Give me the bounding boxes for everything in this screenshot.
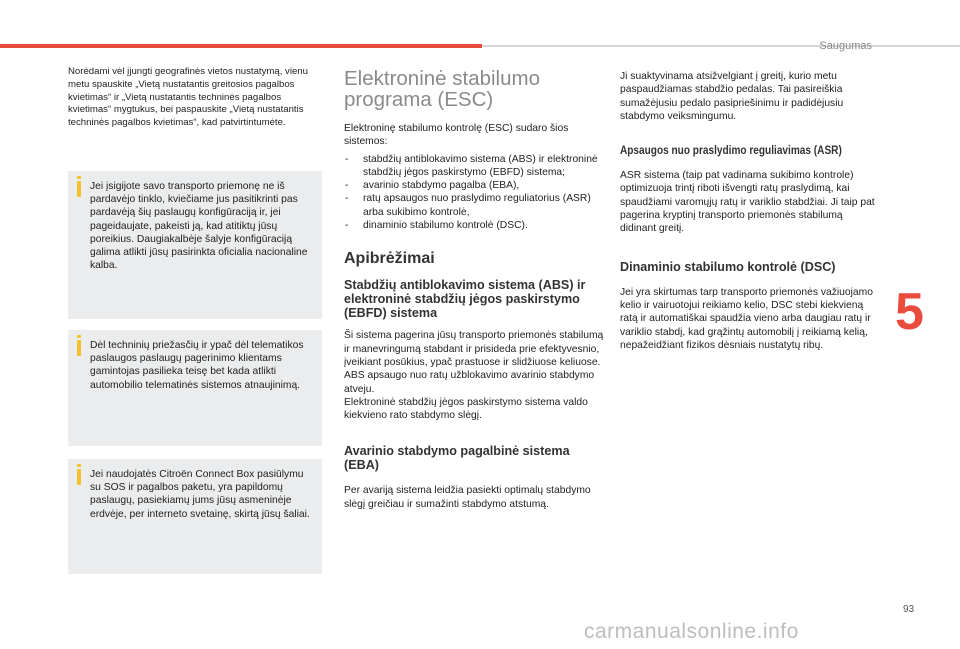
info-note-text: Jei įsigijote savo transporto priemonę ne iš pardavėjo tinklo, kviečiame jus pasitikrinti pas pardavėją šių paslaugų konfigūraciją ir, jei pageidaujate, pakeisti ją, kad atitiktų jūsų poreikius. Daugiakalbėje šalyje konfigūraciją galima atlikti jūsų pasirinkta oficialia nacionaline kalba. [90, 181, 308, 272]
list-item: - ratų apsaugos nuo praslydimo reguliatorius (ASR) arba sukibimo kontrolė, [344, 192, 606, 219]
info-icon [77, 340, 81, 356]
header-divider [482, 45, 960, 47]
abs-paragraph: Ši sistema pagerina jūsų transporto priemonės stabilumą ir manevringumą stabdant ir prisideda prie efektyvesnio, įveikiant posūkius, ypač prastuose ir slidžiuose keliuose. [344, 330, 604, 368]
asr-heading: Apsaugos nuo praslydimo reguliavimas (ASR) [620, 143, 842, 158]
header-accent-bar [0, 44, 482, 48]
info-icon [77, 469, 81, 485]
abs-paragraph: Elektroninė stabdžių jėgos paskirstymo sistema valdo kiekvieno rato stabdymo slėgį. [344, 396, 588, 422]
column-middle [344, 68, 606, 515]
page-number: 93 [903, 604, 915, 615]
esc-title: Elektroninė stabilumo programa (ESC) [344, 67, 540, 111]
eba-paragraph: Per avariją sistema leidžia pasiekti optimalų stabdymo slėgį greičiau ir sumažinti stabdymo atstumą. [344, 485, 591, 510]
info-note [68, 171, 322, 319]
info-icon [77, 181, 81, 197]
asr-paragraph: ASR sistema (taip pat vadinama sukibimo kontrole) optimizuoja trintį riboti išvengti ratų praslydimą, kai spaudžiami varomųjų ratų ir variklio stabdžiai. Ji taip pat pagerina kryptinį transporto priemonės stabilumą didinant greitį. [620, 170, 875, 235]
dsc-paragraph: Jei yra skirtumas tarp transporto priemonės važiuojamo kelio ir vairuotojui reikiamo kelio, DSC stebi kiekvieną ratą ir automatiškai spaudžia vieno arba daugiau ratų ir variklio stabdį, kad grąžintų automobilį į reikiamą kelią, nepažeidžiant fizikos dėsniais nustatytų ribų. [620, 286, 873, 351]
abs-paragraph: ABS apsaugo nuo ratų užblokavimo avarinio stabdymo atveju. [344, 370, 595, 395]
abs-heading: Stabdžių antiblokavimo sistema (ABS) ir elektroninė stabdžių jėgos paskirstymo (EBFD) sistema [344, 278, 586, 321]
info-note [68, 459, 322, 574]
eba-continuation: Ji suaktyvinama atsižvelgiant į greitį, kurio metu paspaudžiamas stabdžio pedalas. Tai pasireiškia sumažėjusiu pedalo pasipriešinimu ir padidėjusiu stabdymo veiksmingumu. [620, 71, 844, 122]
dsc-heading: Dinaminio stabilumo kontrolė (DSC) [620, 259, 836, 274]
watermark: carmanualsonline.info [584, 620, 799, 643]
chapter-number: 5 [895, 283, 924, 341]
list-item: - avarinio stabdymo pagalba (EBA), [344, 179, 606, 192]
intro-paragraph: Norėdami vėl įjungti geografinės vietos nustatymą, vienu metu spauskite „Vietą nustatantis greitosios pagalbos kvietimas“ ir „Vietą nustatantis techninės pagalbos kvietimas“ mygtukus, bei paspauskite „Vietą nustatantis techninės pagalbos kvietimas“, kad patvirtintumėte. [68, 66, 308, 129]
list-item: - dinaminio stabilumo kontrolė (DSC). [344, 219, 606, 232]
esc-system-list [344, 153, 606, 233]
definitions-heading: Apibrėžimai [344, 250, 435, 268]
info-note-text: Jei naudojatės Citroën Connect Box pasiūlymu su SOS ir pagalbos paketu, yra papildomų paslaugų, pasiekiamų jums jūsų asmeninėje erdvėje, per interneto svetainę, skirtą jūsų šaliai. [90, 469, 310, 520]
column-right [620, 70, 876, 356]
list-item: - stabdžių antiblokavimo sistema (ABS) ir elektroninė stabdžių jėgos paskirstymo (EBFD) sistema; [344, 153, 606, 180]
eba-heading: Avarinio stabdymo pagalbinė sistema (EBA) [344, 444, 570, 473]
info-note [68, 330, 322, 446]
info-note-text: Dėl techninių priežasčių ir ypač dėl telematikos paslaugos paslaugų pagerinimo klientams gamintojas pasilieka teisę bet kada atlikti automobilio telematinės sistemos atnaujinimą. [90, 340, 304, 391]
column-left [68, 66, 322, 134]
section-title: Saugumas [819, 40, 872, 52]
esc-intro: Elektroninę stabilumo kontrolę (ESC) sudaro šios sistemos: [344, 123, 569, 148]
